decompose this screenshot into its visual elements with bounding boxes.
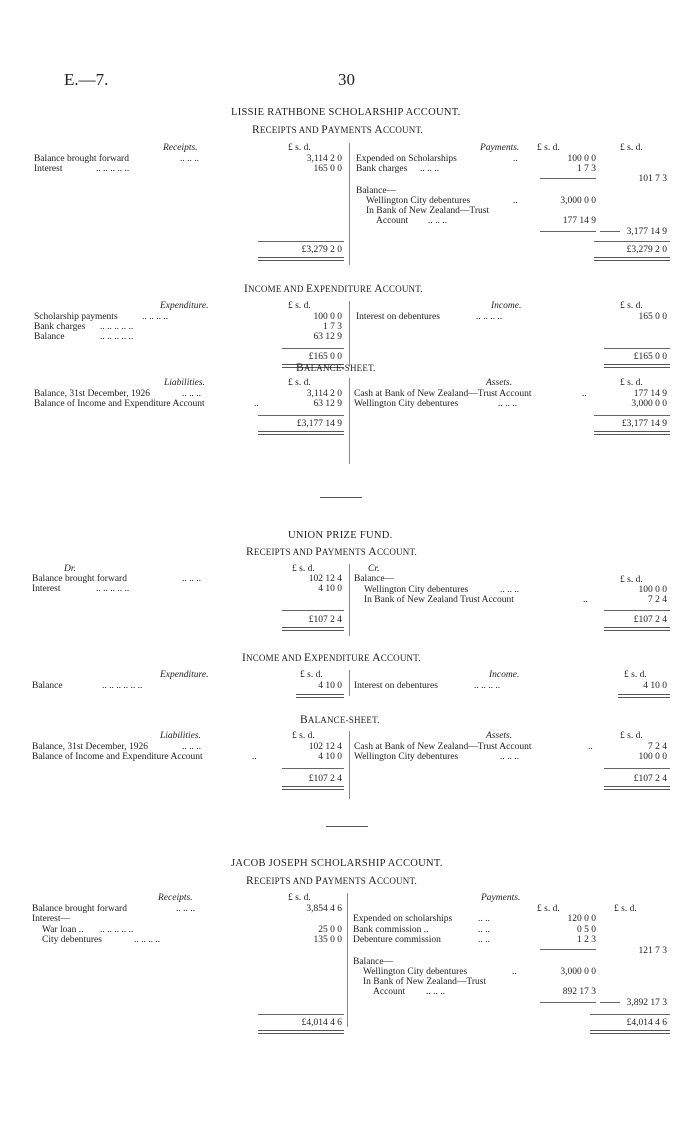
entry-amount: 102 12 4 bbox=[308, 574, 342, 584]
total-amount: £107 2 4 bbox=[633, 615, 667, 625]
column-heading-payments: Payments. bbox=[480, 143, 520, 153]
entry-label: Wellington City debentures bbox=[354, 399, 459, 409]
entry-amount: 165 0 0 bbox=[313, 164, 342, 174]
balance-label: Balance— bbox=[356, 186, 397, 196]
total-amount: £107 2 4 bbox=[308, 615, 342, 625]
currency-heading: £ s. d. bbox=[614, 904, 637, 914]
leader-dots: .. .. .. bbox=[500, 752, 519, 762]
column-heading-receipts: Receipts. bbox=[163, 143, 198, 153]
entry-label: In Bank of New Zealand—Trust bbox=[366, 206, 490, 216]
entry-label: Balance bbox=[32, 681, 63, 691]
column-heading-dr: Dr. bbox=[64, 564, 76, 574]
leader-dots: .. bbox=[252, 752, 257, 762]
entry-label: Balance brought forward bbox=[32, 574, 127, 584]
entry-label: Balance brought forward bbox=[34, 154, 129, 164]
entry-amount: 100 0 0 bbox=[313, 312, 342, 322]
section-title-jacob: JACOB JOSEPH SCHOLARSHIP ACCOUNT. bbox=[231, 858, 443, 869]
entry-label: Interest on debentures bbox=[354, 681, 438, 691]
entry-amount: 0 5 0 bbox=[577, 925, 596, 935]
subtitle-union-receipts-payments: RECEIPTS AND PAYMENTS ACCOUNT. bbox=[246, 546, 417, 558]
section-separator bbox=[320, 497, 362, 498]
column-heading-liabilities: Liabilities. bbox=[160, 731, 201, 741]
column-heading-receipts: Receipts. bbox=[158, 893, 193, 903]
subtotal-amount: 3,177 14 9 bbox=[626, 227, 667, 237]
entry-label: City debentures bbox=[42, 935, 102, 945]
total-amount: £3,279 2 0 bbox=[301, 245, 342, 255]
leader-dots: .. .. bbox=[478, 914, 490, 924]
column-heading-payments: Payments. bbox=[481, 893, 521, 903]
entry-amount: 3,114 2 0 bbox=[306, 154, 342, 164]
leader-dots: .. .. .. bbox=[420, 164, 439, 174]
column-heading-liabilities: Liabilities. bbox=[164, 378, 205, 388]
column-heading-assets: Assets. bbox=[486, 378, 513, 388]
subtitle-union-income-expenditure: INCOME AND EXPENDITURE ACCOUNT. bbox=[242, 652, 421, 664]
leader-dots: .. .. .. .. .. bbox=[100, 925, 134, 935]
currency-heading: £ s. d. bbox=[288, 301, 311, 311]
currency-heading: £ s. d. bbox=[624, 670, 647, 680]
leader-dots: .. .. bbox=[478, 925, 490, 935]
column-heading-income: Income. bbox=[491, 301, 522, 311]
entry-amount: 4 10 0 bbox=[643, 681, 667, 691]
entry-label: Interest bbox=[32, 584, 61, 594]
entry-label: Cash at Bank of New Zealand—Trust Account bbox=[354, 389, 532, 399]
entry-amount: 1 7 3 bbox=[323, 322, 342, 332]
leader-dots: .. bbox=[583, 595, 588, 605]
entry-amount: 165 0 0 bbox=[638, 312, 667, 322]
entry-amount: 7 2 4 bbox=[648, 595, 667, 605]
leader-dots: .. bbox=[512, 967, 517, 977]
column-heading-expenditure: Expenditure. bbox=[160, 301, 209, 311]
entry-amount: 3,854 4 6 bbox=[306, 904, 342, 914]
entry-amount: 1 7 3 bbox=[577, 164, 596, 174]
entry-amount: 3,114 2 0 bbox=[306, 389, 342, 399]
entry-label: Balance, 31st December, 1926 bbox=[32, 742, 148, 752]
entry-amount: 25 0 0 bbox=[318, 925, 342, 935]
column-heading-expenditure: Expenditure. bbox=[160, 670, 209, 680]
entry-label: Wellington City debentures bbox=[363, 967, 468, 977]
leader-dots: .. .. .. .. .. bbox=[96, 584, 130, 594]
entry-label: Balance of Income and Expenditure Account bbox=[32, 752, 203, 762]
page-reference: E.—7. bbox=[64, 70, 109, 89]
currency-heading: £ s. d. bbox=[620, 575, 643, 585]
entry-amount: 100 0 0 bbox=[567, 154, 596, 164]
column-heading-cr: Cr. bbox=[368, 564, 380, 574]
entry-amount: 3,000 0 0 bbox=[560, 196, 596, 206]
total-amount: £165 0 0 bbox=[633, 352, 667, 362]
currency-heading: £ s. d. bbox=[620, 143, 643, 153]
entry-amount: 3,000 0 0 bbox=[631, 399, 667, 409]
entry-amount: 63 12 9 bbox=[313, 332, 342, 342]
entry-label: Bank charges bbox=[356, 164, 408, 174]
entry-amount: 7 2 4 bbox=[648, 742, 667, 752]
subtitle-union-balance-sheet: BALANCE-SHEET. bbox=[300, 714, 380, 726]
entry-label: In Bank of New Zealand Trust Account bbox=[364, 595, 514, 605]
column-heading-income: Income. bbox=[489, 670, 520, 680]
entry-label: Bank charges bbox=[34, 322, 86, 332]
currency-heading: £ s. d. bbox=[288, 378, 311, 388]
balance-label: Balance— bbox=[354, 574, 395, 584]
entry-label: Account bbox=[376, 216, 409, 226]
entry-label: Interest bbox=[34, 164, 63, 174]
subtitle-lissie-receipts-payments: RECEIPTS AND PAYMENTS ACCOUNT. bbox=[252, 124, 423, 136]
currency-heading: £ s. d. bbox=[620, 731, 643, 741]
currency-heading: £ s. d. bbox=[288, 893, 311, 903]
currency-heading: £ s. d. bbox=[300, 670, 323, 680]
total-amount: £3,279 2 0 bbox=[626, 245, 667, 255]
entry-label: Balance brought forward bbox=[32, 904, 127, 914]
entry-label: Balance bbox=[34, 332, 65, 342]
entry-label: Cash at Bank of New Zealand—Trust Account bbox=[354, 742, 532, 752]
leader-dots: .. bbox=[588, 742, 593, 752]
leader-dots: .. .. .. bbox=[498, 399, 517, 409]
leader-dots: .. .. .. bbox=[500, 585, 519, 595]
entry-label: Debenture commission bbox=[353, 935, 441, 945]
leader-dots: .. .. .. .. bbox=[474, 681, 501, 691]
leader-dots: .. .. .. .. bbox=[476, 312, 503, 322]
entry-label: Interest— bbox=[32, 914, 70, 924]
entry-label: Balance of Income and Expenditure Account bbox=[34, 399, 205, 409]
entry-amount: 135 0 0 bbox=[313, 935, 342, 945]
subtitle-jacob-receipts-payments: RECEIPTS AND PAYMENTS ACCOUNT. bbox=[246, 875, 417, 887]
total-amount: £107 2 4 bbox=[308, 774, 342, 784]
leader-dots: .. bbox=[513, 154, 518, 164]
entry-amount: 1 2 3 bbox=[577, 935, 596, 945]
total-amount: £165 0 0 bbox=[308, 352, 342, 362]
total-amount: £107 2 4 bbox=[633, 774, 667, 784]
entry-amount: 120 0 0 bbox=[567, 914, 596, 924]
currency-heading: £ s. d. bbox=[537, 143, 560, 153]
leader-dots: .. bbox=[254, 399, 259, 409]
leader-dots: .. .. .. bbox=[182, 389, 201, 399]
subtotal-amount: 101 7 3 bbox=[638, 174, 667, 184]
leader-dots: .. bbox=[582, 389, 587, 399]
currency-heading: £ s. d. bbox=[292, 564, 315, 574]
entry-amount: 63 12 9 bbox=[313, 399, 342, 409]
section-separator bbox=[326, 826, 368, 827]
balance-label: Balance— bbox=[353, 957, 394, 967]
entry-label: Expended on scholarships bbox=[353, 914, 453, 924]
entry-label: Interest on debentures bbox=[356, 312, 440, 322]
leader-dots: .. .. .. .. bbox=[134, 935, 161, 945]
currency-heading: £ s. d. bbox=[292, 731, 315, 741]
leader-dots: .. .. .. bbox=[176, 904, 195, 914]
section-title-union: UNION PRIZE FUND. bbox=[288, 530, 393, 541]
entry-amount: 4 10 0 bbox=[318, 752, 342, 762]
subtotal-amount: 121 7 3 bbox=[638, 946, 667, 956]
entry-amount: 177 14 9 bbox=[562, 216, 596, 226]
entry-label: Wellington City debentures bbox=[354, 752, 459, 762]
total-amount: £4,014 4 6 bbox=[626, 1018, 667, 1028]
entry-label: Bank commission .. bbox=[353, 925, 429, 935]
entry-label: Scholarship payments bbox=[34, 312, 118, 322]
entry-label: Expended on Scholarships bbox=[356, 154, 457, 164]
entry-amount: 100 0 0 bbox=[638, 752, 667, 762]
subtotal-amount: 3,892 17 3 bbox=[626, 998, 667, 1008]
entry-label: Wellington City debentures bbox=[364, 585, 469, 595]
entry-amount: 100 0 0 bbox=[638, 585, 667, 595]
entry-amount: 4 10 0 bbox=[318, 681, 342, 691]
leader-dots: .. .. .. .. .. bbox=[100, 322, 134, 332]
entry-label: Wellington City debentures bbox=[366, 196, 471, 206]
column-heading-assets: Assets. bbox=[486, 731, 513, 741]
leader-dots: .. .. bbox=[478, 935, 490, 945]
entry-amount: 177 14 9 bbox=[633, 389, 667, 399]
currency-heading: £ s. d. bbox=[620, 378, 643, 388]
entry-label: War loan .. bbox=[42, 925, 84, 935]
leader-dots: .. .. .. bbox=[426, 987, 445, 997]
total-amount: £3,177 14 9 bbox=[621, 419, 667, 429]
leader-dots: .. .. .. bbox=[428, 216, 447, 226]
leader-dots: .. .. .. bbox=[182, 742, 201, 752]
leader-dots: .. .. .. .. .. bbox=[100, 332, 134, 342]
section-title-lissie: LISSIE RATHBONE SCHOLARSHIP ACCOUNT. bbox=[231, 107, 461, 118]
leader-dots: .. .. .. .. .. .. bbox=[102, 681, 143, 691]
page-number: 30 bbox=[338, 70, 355, 89]
entry-amount: 892 17 3 bbox=[562, 987, 596, 997]
leader-dots: .. .. .. .. .. bbox=[96, 164, 130, 174]
subtitle-lissie-balance-sheet: BALANCE-SHEET. bbox=[296, 362, 376, 374]
entry-label: Balance, 31st December, 1926 bbox=[34, 389, 150, 399]
entry-amount: 3,000 0 0 bbox=[560, 967, 596, 977]
entry-label: In Bank of New Zealand—Trust bbox=[363, 977, 487, 987]
leader-dots: .. .. .. bbox=[180, 154, 199, 164]
subtitle-lissie-income-expenditure: INCOME AND EXPENDITURE ACCOUNT. bbox=[244, 283, 423, 295]
currency-heading: £ s. d. bbox=[288, 143, 311, 153]
entry-label: Account bbox=[373, 987, 406, 997]
entry-amount: 102 12 4 bbox=[308, 742, 342, 752]
leader-dots: .. .. .. .. bbox=[142, 312, 169, 322]
total-amount: £4,014 4 6 bbox=[301, 1018, 342, 1028]
currency-heading: £ s. d. bbox=[620, 301, 643, 311]
total-amount: £3,177 14 9 bbox=[296, 419, 342, 429]
currency-heading: £ s. d. bbox=[537, 904, 560, 914]
entry-amount: 4 10 0 bbox=[318, 584, 342, 594]
leader-dots: .. .. .. bbox=[182, 574, 201, 584]
leader-dots: .. bbox=[513, 196, 518, 206]
